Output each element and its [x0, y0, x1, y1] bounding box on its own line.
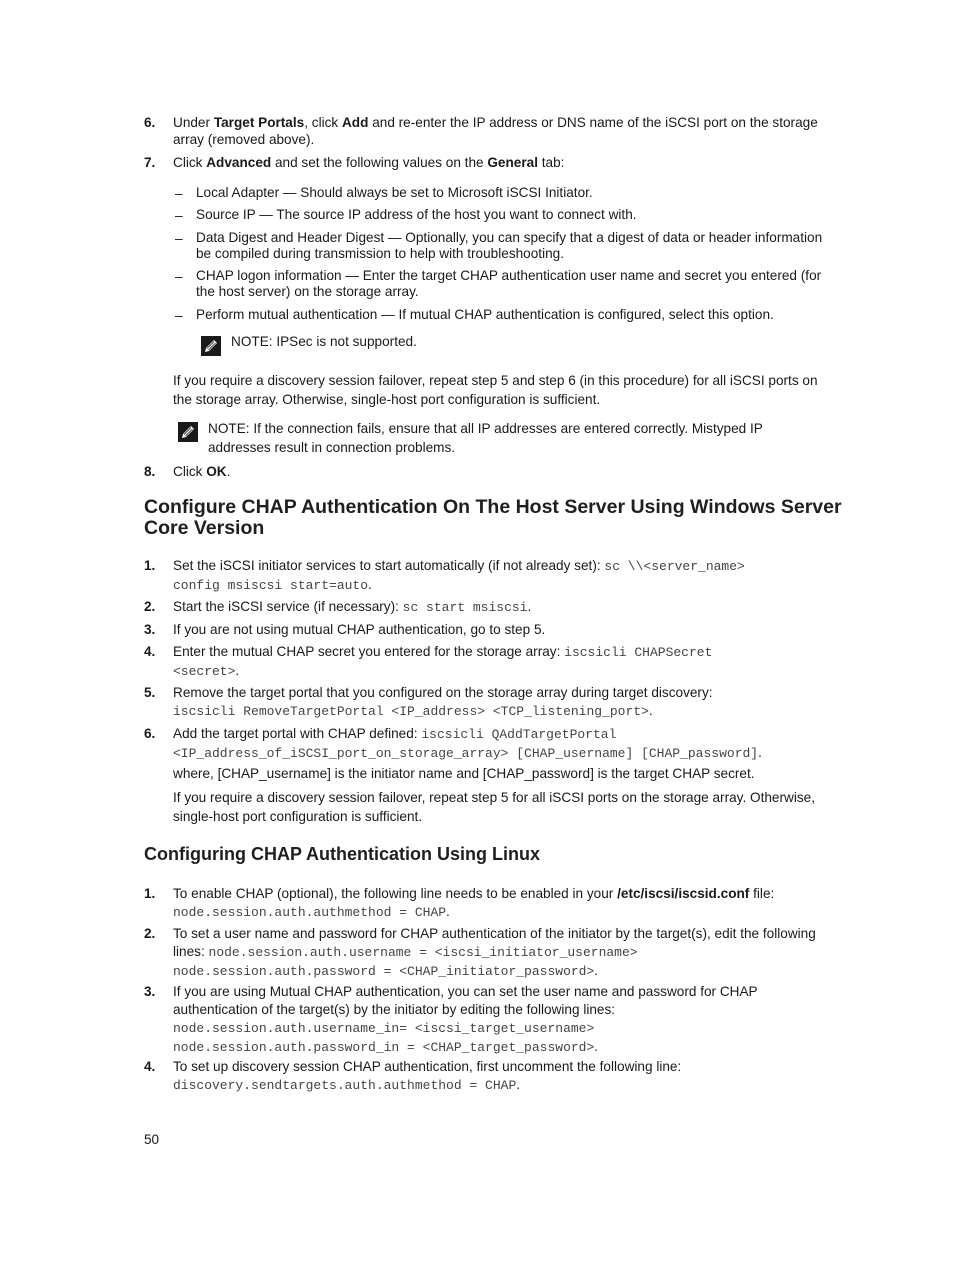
note-label: NOTE: — [231, 334, 273, 349]
code-snippet: node.session.auth.authmethod = CHAP — [173, 905, 447, 920]
step-text-body: To set a user name and password for CHAP authentication of the initiator by the target(s), edit the following lines: — [173, 926, 816, 959]
code-snippet: <IP_address_of_iSCSI_port_on_storage_array> [CHAP_username] [CHAP_password] — [173, 746, 759, 761]
step-number: 2. — [144, 599, 156, 614]
note-text: IPSec is not supported. — [272, 334, 417, 349]
step-number: 7. — [144, 155, 156, 170]
step-text — [173, 725, 853, 763]
step-number: 5. — [144, 685, 156, 700]
ui-term-ok: OK — [206, 464, 227, 479]
step-text — [173, 463, 833, 480]
step-text — [173, 1058, 833, 1095]
step-text-body: Add the target portal with CHAP defined: — [173, 726, 422, 741]
step-text — [173, 684, 833, 721]
step-text-pre: Click — [173, 155, 207, 170]
step-text — [173, 598, 833, 616]
step-text-pre: Under — [173, 115, 214, 130]
bullet-text: Source IP — The source IP address of the host you want to connect with. — [196, 207, 637, 222]
code-snippet: config msiscsi start=auto — [173, 578, 369, 593]
step-number: 1. — [144, 886, 156, 901]
bullet-dash: – — [175, 231, 183, 246]
ui-term-general: General — [487, 155, 538, 170]
ui-term-add: Add — [341, 115, 369, 130]
step-text-body: Enter the mutual CHAP secret you entered for the storage array: — [173, 644, 565, 659]
step-text: If you are not using mutual CHAP authentication, go to step 5. — [173, 622, 546, 637]
code-snippet: node.session.auth.username = <iscsi_initiator_username> — [208, 945, 638, 960]
step-number: 6. — [144, 115, 156, 130]
step-number: 2. — [144, 926, 156, 941]
step-text-post: . — [594, 1039, 599, 1054]
bullet-text: Local Adapter — Should always be set to Microsoft iSCSI Initiator. — [196, 185, 593, 200]
step-text — [173, 885, 833, 922]
bullet-dash: – — [175, 308, 183, 323]
bullet-dash: – — [175, 208, 183, 223]
step-text-body: Remove the target portal that you configured on the storage array during target discovery: — [173, 685, 713, 700]
paragraph: where, [CHAP_username] is the initiator name and [CHAP_password] is the target CHAP secret. — [173, 766, 755, 781]
step-text — [173, 154, 833, 171]
note-label: NOTE: — [208, 421, 250, 436]
code-snippet: node.session.auth.password_in = <CHAP_target_password> — [173, 1040, 595, 1055]
step-text-post: . — [648, 703, 653, 718]
code-snippet: iscsicli CHAPSecret — [564, 645, 713, 660]
note — [208, 419, 823, 457]
step-text-body: To set up discovery session CHAP authentication, first uncomment the following line: — [173, 1059, 682, 1074]
page-number: 50 — [144, 1132, 160, 1147]
section-heading: Configuring CHAP Authentication Using Linux — [144, 844, 540, 864]
step-text-body: Start the iSCSI service (if necessary): — [173, 599, 403, 614]
code-snippet: iscsicli QAddTargetPortal — [421, 727, 617, 742]
step-text-post: . — [446, 904, 450, 919]
step-number: 6. — [144, 726, 156, 741]
section-heading: Configure CHAP Authentication On The Host Server Using Windows Server Core Version — [144, 496, 842, 539]
ui-term-target-portals: Target Portals — [213, 115, 305, 130]
step-text-post: and re-enter the IP address or DNS name of the iSCSI port on the storage array (removed above). — [173, 115, 818, 147]
paragraph: If you require a discovery session failover, repeat step 5 and step 6 (in this procedure) for all iSCSI ports on the storage array. Otherwise, single-host port configuration is sufficient. — [173, 373, 818, 407]
step-text — [173, 114, 833, 148]
step-text-post: . — [527, 599, 532, 614]
paragraph: If you require a discovery session failover, repeat step 5 for all iSCSI ports on the storage array. Otherwise, single-host port configuration is sufficient. — [173, 790, 815, 824]
code-snippet: <secret> — [173, 664, 236, 679]
step-text-mid: , click — [304, 115, 342, 130]
code-snippet: node.session.auth.username_in= <iscsi_target_username> — [173, 1021, 595, 1036]
code-snippet: sc start msiscsi — [402, 600, 528, 615]
bullet-text: Data Digest and Header Digest — Optionally, you can specify that a digest of data or header information be compiled during transmission to help with troubleshooting. — [196, 230, 823, 261]
step-text-post: . — [235, 663, 240, 678]
step-text — [173, 643, 833, 681]
step-text-pre: Click — [173, 464, 207, 479]
step-text-body: Set the iSCSI initiator services to start automatically (if not already set): — [173, 558, 605, 573]
step-text-post: . — [368, 577, 372, 592]
step-text-post: tab: — [537, 155, 565, 170]
bullet-text: Perform mutual authentication — If mutual CHAP authentication is configured, select this option. — [196, 307, 774, 322]
code-snippet: sc \\<server_name> — [604, 559, 745, 574]
step-text-mid: and set the following values on the — [271, 155, 488, 170]
bullet-dash: – — [175, 269, 183, 284]
bullet-dash: – — [175, 186, 183, 201]
step-text-post: . — [516, 1077, 521, 1092]
code-snippet: discovery.sendtargets.auth.authmethod = CHAP — [173, 1078, 517, 1093]
ui-term-advanced: Advanced — [206, 155, 272, 170]
step-text-pre: To enable CHAP (optional), the following line needs to be enabled in your — [173, 886, 618, 901]
note-pencil-icon — [201, 336, 221, 356]
step-number: 4. — [144, 1059, 156, 1074]
step-text-post: . — [594, 963, 599, 978]
file-path: /etc/iscsi/iscsid.conf — [617, 886, 750, 901]
bullet-text: CHAP logon information — Enter the target CHAP authentication user name and secret you entered (for the host server) on the storage array. — [196, 268, 822, 299]
note-pencil-icon — [178, 422, 198, 442]
step-text — [173, 983, 833, 1057]
step-number: 1. — [144, 558, 156, 573]
step-number: 4. — [144, 644, 156, 659]
step-text-body: If you are using Mutual CHAP authentication, you can set the user name and password for CHAP authentication of the target(s) by the initiator by editing the following lines: — [173, 984, 758, 1017]
step-number: 3. — [144, 984, 156, 999]
step-text-post: . — [226, 464, 231, 479]
step-number: 3. — [144, 622, 156, 637]
step-text — [173, 925, 833, 981]
code-snippet: node.session.auth.password = <CHAP_initiator_password> — [173, 964, 595, 979]
code-snippet: iscsicli RemoveTargetPortal <IP_address> <TCP_listening_port> — [173, 704, 649, 719]
step-text-body: file: — [749, 886, 775, 901]
step-text — [173, 557, 833, 595]
note-text: If the connection fails, ensure that all IP addresses are entered correctly. Mistyped IP addresses result in connection problems. — [208, 421, 763, 455]
note — [231, 333, 831, 350]
step-text-post: . — [758, 745, 762, 760]
step-number: 8. — [144, 464, 156, 479]
